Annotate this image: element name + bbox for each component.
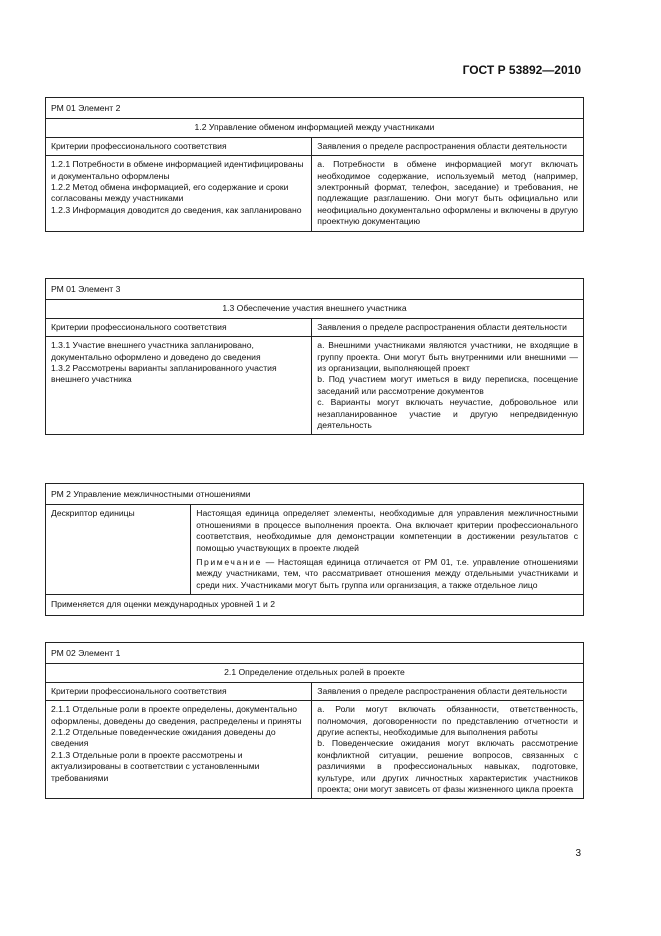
column-header-criteria: Критерии профессионального соответствия	[46, 682, 312, 700]
page-number: 3	[575, 848, 581, 859]
column-header-range-statements: Заявления о пределе распространения области деятельности	[312, 137, 584, 155]
element-title: 1.3 Обеспечение участия внешнего участника	[46, 300, 584, 318]
element-table-2-1	[45, 642, 584, 799]
column-header-range-statements: Заявления о пределе распространения области деятельности	[312, 318, 584, 336]
element-table-1-3	[45, 278, 584, 435]
column-header-criteria: Критерии профессионального соответствия	[46, 137, 312, 155]
standard-designation: ГОСТ Р 53892—2010	[462, 63, 581, 77]
unit-element-label: РМ 01 Элемент 2	[46, 98, 584, 119]
unit-label: РМ 2 Управление межличностными отношениями	[46, 484, 584, 505]
criteria-cell: 1.2.1 Потребности в обмене информацией идентифицированы и документально оформлены 1.2.2 Метод обмена информацией, его содержание и сроки согласованы между участниками 1.2.3 Информация доводится до сведения, как запланировано	[46, 156, 312, 231]
element-table-1-2	[45, 97, 584, 232]
element-title: 2.1 Определение отдельных ролей в проекте	[46, 664, 584, 682]
column-header-criteria: Критерии профессионального соответствия	[46, 318, 312, 336]
descriptor-label: Дескриптор единицы	[46, 505, 191, 595]
note-text: — Настоящая единица отличается от РМ 01, т.е. управление отношениями между участниками, тем, что рассматривает отношения между отдельными участниками и среди них. Участниками могут быть группа или организация, а также отдельное лицо	[196, 557, 578, 590]
descriptor-note	[196, 557, 578, 591]
descriptor-text: Настоящая единица определяет элементы, необходимые для управления межличностными отношениями в процессе выполнения проекта. Она включает критерии профессионального соответствия, необходимые для демонстрации компетенции в достижении результатов с помощью участвующих в проекте людей	[196, 508, 578, 553]
column-header-range-statements: Заявления о пределе распространения области деятельности	[312, 682, 584, 700]
descriptor-cell	[191, 505, 584, 595]
element-title: 1.2 Управление обменом информацией между участниками	[46, 119, 584, 137]
note-label: Примечание	[196, 557, 262, 568]
range-statements-cell: a. Внешними участниками являются участники, не входящие в группу проекта. Они могут быть внутренними или внешними — из организации, выполняющей проект b. Под участием могут иметься в виду переписка, посещение заседаний или рассмотрение документов c. Варианты могут включать неучастие, добровольное или незапланированное участие и другую непредвиденную деятельность	[312, 337, 584, 435]
unit-descriptor-table-pm2	[45, 483, 584, 616]
range-statements-cell: a. Роли могут включать обязанности, ответственность, полномочия, договоренности по представлению отчетности и другие аспекты, необходимые для выполнения работы b. Поведенческие ожидания могут включать рассмотрение конфликтной ситуации, решение вопросов, связанных с различиями в профессиональных навыках, подготовке, культуре, или других личностных характеристик участников проекта; они могут зависеть от фазы жизненного цикла проекта	[312, 701, 584, 799]
criteria-cell: 1.3.1 Участие внешнего участника запланировано, документально оформлено и доведено до сведения 1.3.2 Рассмотрены варианты запланированного участия внешнего участника	[46, 337, 312, 435]
applicability-note: Применяется для оценки международных уровней 1 и 2	[46, 595, 584, 615]
unit-element-label: РМ 01 Элемент 3	[46, 279, 584, 300]
range-statements-cell: a. Потребности в обмене информацией могут включать необходимое содержание, используемый метод (например, электронный формат, телефон, заседание) и требования, не подлежащие разглашению. Они могут быть официально или неофициально документально оформлены и включены в другую проектную документацию	[312, 156, 584, 231]
criteria-cell: 2.1.1 Отдельные роли в проекте определены, документально оформлены, доведены до сведения, распределены и приняты 2.1.2 Отдельные поведенческие ожидания доведены до сведения 2.1.3 Отдельные роли в проекте рассмотрены и актуализированы в соответствии с установленными требованиями	[46, 701, 312, 799]
unit-element-label: РМ 02 Элемент 1	[46, 643, 584, 664]
